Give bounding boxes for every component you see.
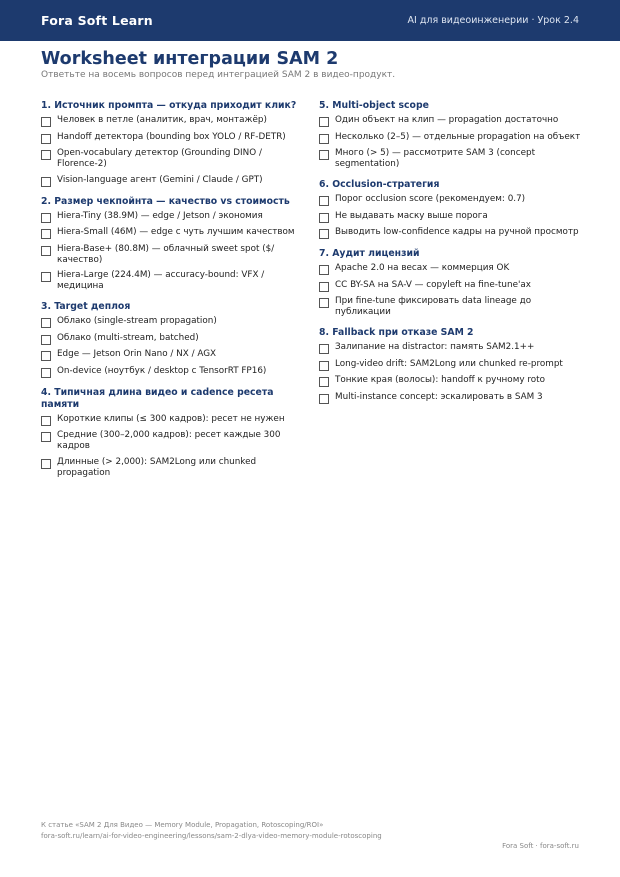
- checklist-item-label: Средние (300–2,000 кадров): ресет каждые 300 кадров: [57, 430, 281, 451]
- page-header: [0, 0, 620, 41]
- checklist-item-label: Короткие клипы (≤ 300 кадров): ресет не нужен: [57, 413, 285, 424]
- checkbox[interactable]: [319, 196, 329, 206]
- checkbox[interactable]: [41, 459, 51, 469]
- checklist-item[interactable]: [319, 392, 581, 404]
- checkbox[interactable]: [41, 318, 51, 328]
- checklist-item-label: Vision-language агент (Gemini / Claude / GPT): [57, 174, 263, 185]
- checklist-item-label: Человек в петле (аналитик, врач, монтажёр): [57, 115, 267, 125]
- checklist-item[interactable]: [319, 263, 581, 275]
- checklist-item[interactable]: [41, 227, 303, 239]
- section-heading: 1. Источник промпта — откуда приходит клик?: [41, 100, 297, 111]
- section-heading: 3. Target деплоя: [41, 301, 131, 312]
- checklist-item[interactable]: [319, 342, 581, 354]
- checklist-item[interactable]: [319, 375, 581, 387]
- checklist-item[interactable]: [41, 316, 303, 328]
- checklist-item-label: Hiera-Large (224.4M) — accuracy-bound: VFX / медицина: [57, 270, 265, 291]
- checklist-item-label: Не выдавать маску выше порога: [335, 210, 488, 221]
- checklist-item[interactable]: [41, 430, 303, 452]
- checklist-item-label: Много (> 5) — рассмотрите SAM 3 (concept segmentation): [335, 148, 536, 169]
- checklist-item-label: Open-vocabulary детектор (Grounding DINO / Florence-2): [57, 148, 262, 169]
- checkbox[interactable]: [319, 377, 329, 387]
- checklist-item[interactable]: [41, 414, 303, 426]
- lesson-label: AI для видеоинженерии · Урок 2.4: [407, 15, 579, 26]
- checklist-item[interactable]: [41, 211, 303, 223]
- checklist-section: [319, 179, 581, 239]
- checklist-section: [319, 248, 581, 318]
- page-title: Worksheet интеграции SAM 2: [41, 49, 339, 69]
- checklist-section: [41, 301, 303, 378]
- checkbox[interactable]: [41, 368, 51, 378]
- section-heading: 5. Multi-object scope: [319, 100, 429, 111]
- section-heading: 7. Аудит лицензий: [319, 248, 420, 259]
- checklist-item-label: Один объект на клип — propagation достаточно: [335, 115, 559, 125]
- section-heading: 6. Occlusion-стратегия: [319, 179, 440, 190]
- checklist-item-label: On-device (ноутбук / desktop с TensorRT FP16): [57, 365, 267, 376]
- checklist-item[interactable]: [319, 132, 581, 144]
- checklist-item-label: Hiera-Tiny (38.9M) — edge / Jetson / экономия: [57, 210, 263, 221]
- checklist-item[interactable]: [319, 359, 581, 371]
- checklist-item[interactable]: [41, 175, 303, 187]
- checkbox[interactable]: [41, 177, 51, 187]
- checklist-item[interactable]: [319, 280, 581, 292]
- footer-url[interactable]: fora-soft.ru/learn/ai-for-video-engineering/lessons/sam-2-dlya-video-memory-module-rotoscoping: [41, 832, 382, 840]
- section-heading: 4. Типичная длина видео и cadence ресета памяти: [41, 386, 274, 410]
- checklist-item-label: Облако (multi-stream, batched): [57, 332, 199, 343]
- checkbox[interactable]: [41, 213, 51, 223]
- checkbox[interactable]: [319, 117, 329, 127]
- checklist-item-label: Выводить low-confidence кадры на ручной просмотр: [335, 227, 579, 237]
- checklist-item-label: CC BY-SA на SA-V — copyleft на fine-tune'ах: [335, 279, 531, 290]
- left-column: [41, 100, 303, 488]
- checklist-item-label: При fine-tune фиксировать data lineage до публикации: [335, 296, 532, 317]
- checkbox[interactable]: [41, 416, 51, 426]
- checklist-item-label: Multi-instance concept: эскалировать в SAM 3: [335, 391, 543, 402]
- checkbox[interactable]: [319, 265, 329, 275]
- page-subtitle: Ответьте на восемь вопросов перед интеграцией SAM 2 в видео-продукт.: [41, 70, 396, 80]
- checklist-item[interactable]: [41, 244, 303, 266]
- checkbox[interactable]: [319, 361, 329, 371]
- checklist-item-label: Длинные (> 2,000): SAM2Long или chunked propagation: [57, 456, 257, 478]
- checklist-item-label: Тонкие края (волосы): handoff к ручному roto: [335, 375, 545, 385]
- checklist-item-label: Hiera-Small (46M) — edge с чуть лучшим качеством: [57, 227, 295, 237]
- checkbox[interactable]: [319, 134, 329, 144]
- checklist-item[interactable]: [41, 366, 303, 378]
- checklist-item[interactable]: [41, 132, 303, 144]
- checklist-item-label: Несколько (2–5) — отдельные propagation на объект: [335, 131, 581, 142]
- checklist-item-label: Edge — Jetson Orin Nano / NX / AGX: [57, 349, 217, 359]
- checkbox[interactable]: [41, 335, 51, 345]
- checkbox[interactable]: [41, 272, 51, 282]
- brand-name: Fora Soft Learn: [41, 13, 153, 28]
- checkbox[interactable]: [41, 246, 51, 256]
- checkbox[interactable]: [41, 150, 51, 160]
- checklist-section: [41, 100, 303, 187]
- checklist-item[interactable]: [319, 115, 581, 127]
- checklist-item[interactable]: [41, 270, 303, 292]
- checklist-item-label: Apache 2.0 на весах — коммерция OK: [335, 263, 510, 273]
- checklist-item[interactable]: [41, 148, 303, 170]
- checklist-item[interactable]: [319, 296, 581, 318]
- checklist-item[interactable]: [319, 148, 581, 170]
- checkbox[interactable]: [41, 432, 51, 442]
- checkbox[interactable]: [41, 351, 51, 361]
- checklist-item-label: Порог occlusion score (рекомендуем: 0.7): [335, 194, 526, 204]
- checklist-item[interactable]: [41, 115, 303, 127]
- checklist-item[interactable]: [41, 349, 303, 361]
- checklist-item-label: Облако (single-stream propagation): [57, 316, 217, 326]
- section-heading: 8. Fallback при отказе SAM 2: [319, 327, 474, 338]
- checkbox[interactable]: [319, 229, 329, 239]
- checkbox[interactable]: [41, 134, 51, 144]
- checkbox[interactable]: [319, 213, 329, 223]
- section-heading: 2. Размер чекпойнта — качество vs стоимость: [41, 195, 290, 207]
- footer-note: [41, 820, 382, 842]
- right-column: [319, 100, 581, 413]
- checklist-section: [319, 327, 581, 404]
- checkbox[interactable]: [319, 344, 329, 354]
- checklist-item-label: Залипание на distractor: память SAM2.1++: [335, 342, 535, 352]
- checklist-item-label: Hiera-Base+ (80.8M) — облачный sweet spot ($/качество): [57, 243, 275, 265]
- checkbox[interactable]: [41, 117, 51, 127]
- checklist-section: [41, 387, 303, 479]
- checklist-item-label: Long-video drift: SAM2Long или chunked re-prompt: [335, 358, 563, 369]
- footer-article: К статье «SAM 2 Для Видео — Memory Module, Propagation, Rotoscoping/ROI»: [41, 821, 324, 829]
- checklist-item[interactable]: [41, 457, 303, 479]
- checklist-item-label: Handoff детектора (bounding box YOLO / RF-DETR): [57, 131, 286, 142]
- checklist-section: [41, 196, 303, 293]
- checklist-section: [319, 100, 581, 170]
- checkbox[interactable]: [319, 298, 329, 308]
- checkbox[interactable]: [319, 150, 329, 160]
- checklist-item[interactable]: [319, 194, 581, 206]
- footer-brand: Fora Soft · fora-soft.ru: [502, 842, 579, 850]
- checkbox[interactable]: [41, 229, 51, 239]
- checklist-item[interactable]: [41, 333, 303, 345]
- checkbox[interactable]: [319, 394, 329, 404]
- checklist-item[interactable]: [319, 211, 581, 223]
- checklist-item[interactable]: [319, 227, 581, 239]
- checkbox[interactable]: [319, 282, 329, 292]
